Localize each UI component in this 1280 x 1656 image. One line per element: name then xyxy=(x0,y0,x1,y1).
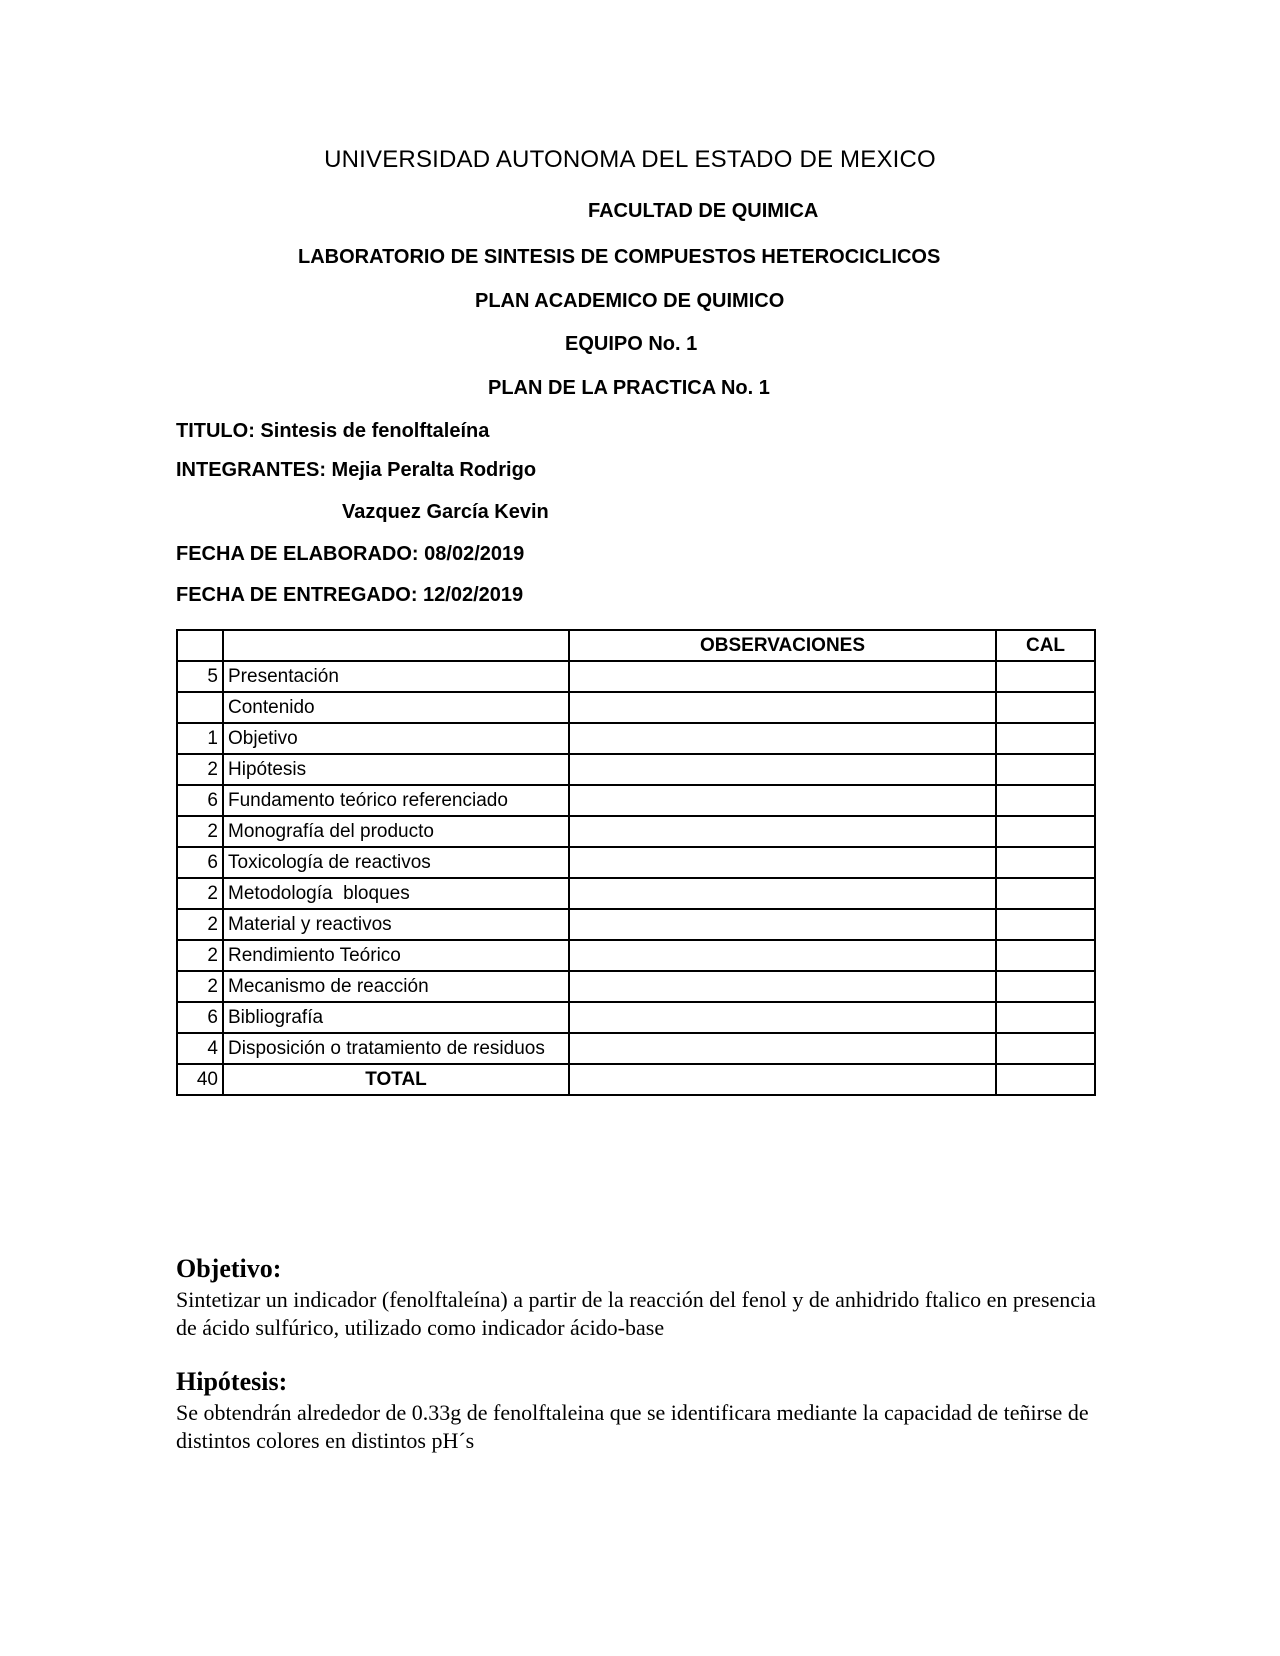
row-grade xyxy=(996,878,1095,909)
table-row xyxy=(177,754,1095,785)
total-grade xyxy=(996,1064,1095,1095)
row-criterion: Disposición o tratamiento de residuos xyxy=(223,1033,569,1064)
row-grade xyxy=(996,754,1095,785)
criterion-header xyxy=(223,630,569,661)
table-row xyxy=(177,878,1095,909)
table-row xyxy=(177,971,1095,1002)
table-header-row xyxy=(177,630,1095,661)
total-points: 40 xyxy=(177,1064,223,1095)
row-grade xyxy=(996,723,1095,754)
date-elaborated: FECHA DE ELABORADO: 08/02/2019 xyxy=(176,543,525,565)
laboratory-title: LABORATORIO DE SINTESIS DE COMPUESTOS HETEROCICLICOS xyxy=(298,246,941,268)
row-grade xyxy=(996,940,1095,971)
points-header xyxy=(177,630,223,661)
row-points: 2 xyxy=(177,878,223,909)
objective-heading: Objetivo: xyxy=(176,1254,282,1283)
row-observations xyxy=(569,878,996,909)
row-criterion: Monografía del producto xyxy=(223,816,569,847)
row-criterion: Rendimiento Teórico xyxy=(223,940,569,971)
table-row xyxy=(177,847,1095,878)
row-grade xyxy=(996,661,1095,692)
row-criterion: Material y reactivos xyxy=(223,909,569,940)
objective-text: Sintetizar un indicador (fenolftaleína) a partir de la reacción del fenol y de anhidrido ftalico en presencia de ácido sulfúrico, utilizado como indicador ácido-base xyxy=(176,1287,1096,1340)
row-criterion: Hipótesis xyxy=(223,754,569,785)
row-points: 2 xyxy=(177,909,223,940)
members-line-1: INTEGRANTES: Mejia Peralta Rodrigo xyxy=(176,459,537,481)
practice-plan-label: PLAN DE LA PRACTICA No. 1 xyxy=(488,377,770,399)
table-row xyxy=(177,692,1095,723)
row-points xyxy=(177,692,223,723)
row-criterion: Objetivo xyxy=(223,723,569,754)
row-grade xyxy=(996,785,1095,816)
row-observations xyxy=(569,940,996,971)
table-row xyxy=(177,785,1095,816)
row-points: 2 xyxy=(177,971,223,1002)
row-grade xyxy=(996,692,1095,723)
hypothesis-text: Se obtendrán alrededor de 0.33g de fenolftaleina que se identificara mediante la capacidad de teñirse de distintos colores en distintos pH´s xyxy=(176,1400,1089,1453)
table-row xyxy=(177,909,1095,940)
row-grade xyxy=(996,847,1095,878)
table-row xyxy=(177,661,1095,692)
table-row xyxy=(177,816,1095,847)
university-title: UNIVERSIDAD AUTONOMA DEL ESTADO DE MEXICO xyxy=(324,146,936,173)
row-points: 6 xyxy=(177,785,223,816)
row-observations xyxy=(569,1002,996,1033)
row-points: 1 xyxy=(177,723,223,754)
row-observations xyxy=(569,971,996,1002)
table-row xyxy=(177,1002,1095,1033)
total-label: TOTAL xyxy=(223,1064,569,1095)
row-grade xyxy=(996,909,1095,940)
academic-plan-title: PLAN ACADEMICO DE QUIMICO xyxy=(475,290,785,312)
row-points: 2 xyxy=(177,816,223,847)
row-criterion: Presentación xyxy=(223,661,569,692)
row-grade xyxy=(996,971,1095,1002)
row-points: 5 xyxy=(177,661,223,692)
row-points: 2 xyxy=(177,940,223,971)
total-observations xyxy=(569,1064,996,1095)
row-criterion: Toxicología de reactivos xyxy=(223,847,569,878)
row-observations xyxy=(569,1033,996,1064)
row-observations xyxy=(569,909,996,940)
total-row xyxy=(177,1064,1095,1095)
grading-table xyxy=(176,629,1096,1096)
row-points: 2 xyxy=(177,754,223,785)
date-delivered: FECHA DE ENTREGADO: 12/02/2019 xyxy=(176,584,524,606)
row-criterion: Metodología bloques xyxy=(223,878,569,909)
observations-header: OBSERVACIONES xyxy=(569,630,996,661)
row-criterion: Fundamento teórico referenciado xyxy=(223,785,569,816)
practice-title: TITULO: Sintesis de fenolftaleína xyxy=(176,420,490,442)
row-grade xyxy=(996,1002,1095,1033)
row-points: 4 xyxy=(177,1033,223,1064)
row-observations xyxy=(569,723,996,754)
table-row xyxy=(177,940,1095,971)
row-observations xyxy=(569,754,996,785)
table-row xyxy=(177,1033,1095,1064)
faculty-title: FACULTAD DE QUIMICA xyxy=(588,200,819,222)
row-grade xyxy=(996,1033,1095,1064)
row-criterion: Mecanismo de reacción xyxy=(223,971,569,1002)
row-observations xyxy=(569,692,996,723)
row-criterion: Contenido xyxy=(223,692,569,723)
grade-header: CAL xyxy=(996,630,1095,661)
row-observations xyxy=(569,847,996,878)
table-row xyxy=(177,723,1095,754)
row-points: 6 xyxy=(177,847,223,878)
row-observations xyxy=(569,785,996,816)
team-label: EQUIPO No. 1 xyxy=(565,333,698,355)
row-criterion: Bibliografía xyxy=(223,1002,569,1033)
members-line-2: Vazquez García Kevin xyxy=(342,501,549,523)
row-observations xyxy=(569,816,996,847)
row-observations xyxy=(569,661,996,692)
row-points: 6 xyxy=(177,1002,223,1033)
row-grade xyxy=(996,816,1095,847)
hypothesis-heading: Hipótesis: xyxy=(176,1367,288,1396)
